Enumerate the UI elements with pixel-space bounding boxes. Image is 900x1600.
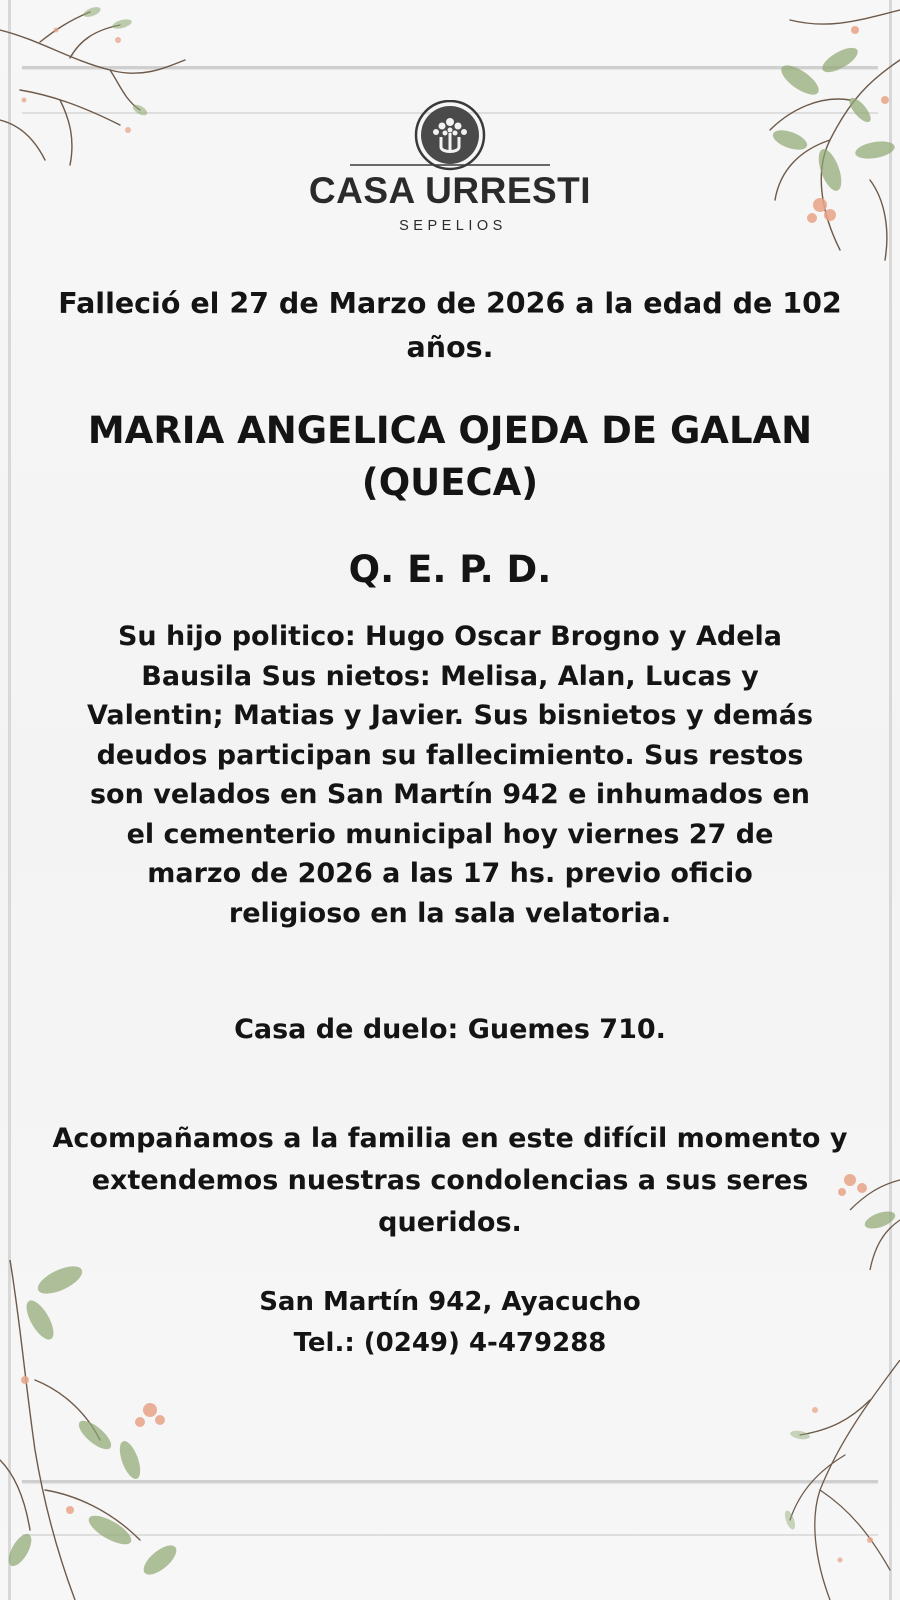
family-message: Su hijo politico: Hugo Oscar Brogno y Adela Bausila Sus nietos: Melisa, Alan, Lucas y Valentin; Matias y Javier. Sus bisnietos y demás deudos participan su fallecimiento. Sus restos son velados en San Martín 942 e inhumados en el cementerio municipal hoy viernes 27 de marzo de 2026 a las 17 hs. previo oficio religioso en la sala velatoria. (86, 621, 814, 929)
condolences-message: Acompañamos a la familia en este difícil momento y extendemos nuestras condolencias a sus seres queridos. (52, 1123, 848, 1238)
deceased-name: MARIA ANGELICA OJEDA DE GALAN (QUECA) (87, 409, 813, 504)
tree-emblem-icon (320, 100, 580, 174)
frame-bottom-border (22, 1480, 878, 1483)
frame-left-border (8, 0, 11, 1600)
contact-block (40, 1282, 860, 1364)
frame-bottom-inner-border (22, 1534, 878, 1536)
brand-subtitle: SEPELIOS (399, 218, 507, 234)
funeral-home-logo (0, 100, 900, 234)
frame-right-border (889, 0, 892, 1600)
qepd-heading: Q. E. P. D. (348, 548, 552, 591)
brand-name: CASA URRESTI (308, 170, 592, 211)
mourning-house-line: Casa de duelo: Guemes 710. (234, 1014, 666, 1045)
contact-address: San Martín 942, Ayacucho (259, 1287, 641, 1317)
contact-phone: Tel.: (0249) 4-479288 (293, 1328, 607, 1358)
frame-top-border (22, 66, 878, 69)
death-date-line: Falleció el 27 de Marzo de 2026 a la edad de 102 años. (58, 287, 842, 364)
